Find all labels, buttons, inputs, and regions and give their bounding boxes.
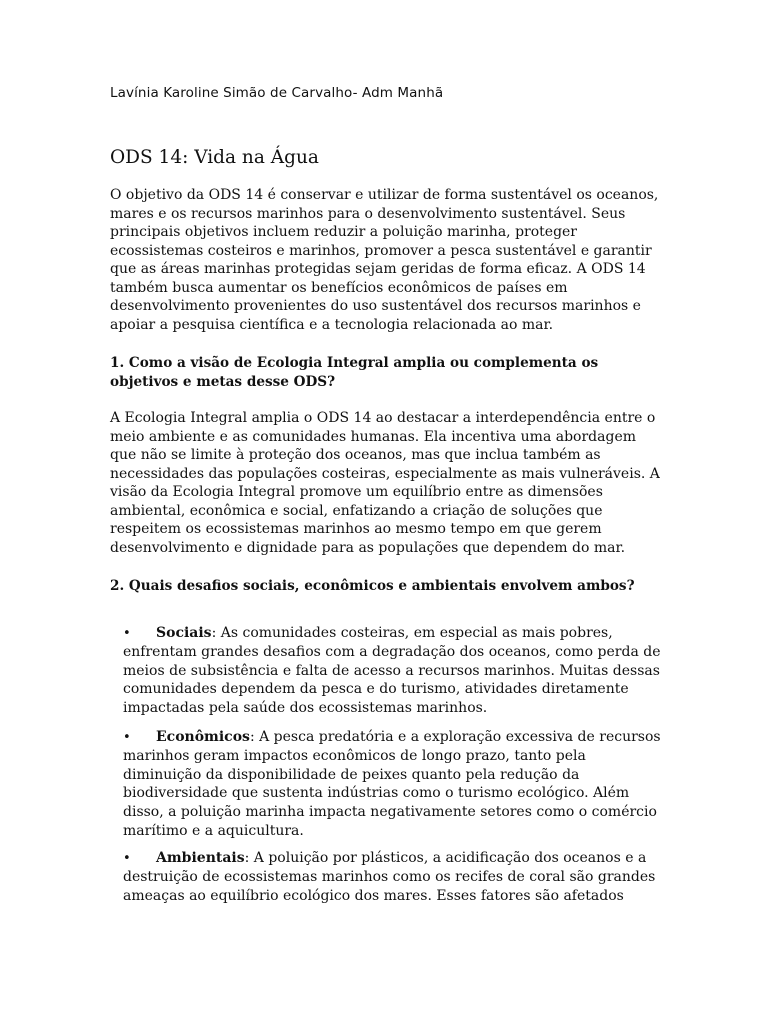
answer-1-paragraph: [110, 409, 662, 557]
author-line: Lavínia Karoline Simão de Carvalho- Adm Manhã: [110, 85, 444, 101]
document-title: ODS 14: Vida na Água: [110, 147, 319, 168]
bullet-economicos: [123, 728, 663, 841]
question-1-line: objetivos e metas desse ODS?: [110, 373, 336, 390]
bullet-line: destruição de ecossistemas marinhos como os recifes de coral são grandes: [123, 868, 656, 885]
bullet-icon: •: [123, 626, 131, 641]
question-1-heading: [110, 354, 598, 391]
intro-line: principais objetivos incluem reduzir a poluição marinha, proteger: [110, 224, 578, 240]
bullet-text: : As comunidades costeiras, em especial as mais pobres,: [211, 625, 613, 641]
bullet-line: meios de subsistência e falta de acesso a recursos marinhos. Muitas dessas: [123, 662, 660, 679]
bullet-term: Sociais: [156, 625, 212, 641]
bullet-term: Ambientais: [156, 850, 245, 866]
bullet-line: comunidades dependem da pesca e do turismo, atividades diretamente: [123, 681, 629, 698]
answer-1-line: A Ecologia Integral amplia o ODS 14 ao destacar a interdependência entre o: [110, 410, 656, 426]
intro-line: O objetivo da ODS 14 é conservar e utilizar de forma sustentável os oceanos,: [110, 187, 659, 203]
question-2-line: 2. Quais desafios sociais, econômicos e ambientais envolvem ambos?: [110, 578, 635, 594]
bullet-text: : A pesca predatória e a exploração excessiva de recursos: [249, 729, 661, 745]
answer-1-line: ambiental, econômica e social, enfatizando a criação de soluções que: [110, 502, 603, 519]
bullet-line: enfrentam grandes desafios com a degradação dos oceanos, como perda de: [123, 643, 661, 660]
bullet-line: biodiversidade que sustenta indústrias como o turismo ecológico. Além: [123, 785, 630, 802]
intro-paragraph: [110, 186, 662, 334]
bullet-line: marítimo e a aquicultura.: [123, 822, 304, 839]
answer-1-line: desenvolvimento e dignidade para as populações que dependem do mar.: [110, 539, 626, 556]
bullet-icon: •: [123, 851, 131, 866]
bullet-line: marinhos geram impactos econômicos de longo prazo, tanto pela: [123, 747, 586, 764]
answer-1-line: respeitem os ecossistemas marinhos ao mesmo tempo em que gerem: [110, 521, 602, 537]
bullet-line: ameaças ao equilíbrio ecológico dos mares. Esses fatores são afetados: [123, 887, 624, 904]
intro-line: mares e os recursos marinhos para o desenvolvimento sustentável. Seus: [110, 205, 626, 222]
question-1-line: 1. Como a visão de Ecologia Integral amplia ou complementa os: [110, 355, 599, 371]
bullet-sociais: [123, 624, 663, 718]
bullet-line: diminuição da disponibilidade de peixes quanto pela redução da: [123, 766, 580, 783]
question-2-heading: [110, 577, 635, 596]
answer-1-line: visão da Ecologia Integral promove um equilíbrio entre as dimensões: [110, 484, 603, 500]
answer-1-line: meio ambiente e as comunidades humanas. Ela incentiva uma abordagem: [110, 428, 636, 445]
bullet-icon: •: [123, 730, 131, 745]
bullet-text: : A poluição por plásticos, a acidificação dos oceanos e a: [244, 850, 647, 866]
bullet-term: Econômicos: [156, 729, 250, 745]
answer-1-line: que não se limite à proteção dos oceanos, mas que inclua também as: [110, 447, 601, 463]
intro-line: também busca aumentar os benefícios econômicos de países em: [110, 279, 568, 296]
intro-line: ecossistemas costeiros e marinhos, promover a pesca sustentável e garantir: [110, 242, 652, 259]
intro-line: desenvolvimento provenientes do uso sustentável dos recursos marinhos e: [110, 298, 641, 314]
intro-line: que as áreas marinhas protegidas sejam geridas de forma eficaz. A ODS 14: [110, 261, 646, 277]
bullet-line: impactadas pela saúde dos ecossistemas marinhos.: [123, 700, 488, 717]
bullet-line: disso, a poluição marinha impacta negativamente setores como o comércio: [123, 804, 657, 821]
bullet-ambientais: [123, 849, 663, 905]
intro-line: apoiar a pesquisa científica e a tecnologia relacionada ao mar.: [110, 316, 554, 333]
answer-1-line: necessidades das populações costeiras, especialmente as mais vulneráveis. A: [110, 465, 660, 482]
